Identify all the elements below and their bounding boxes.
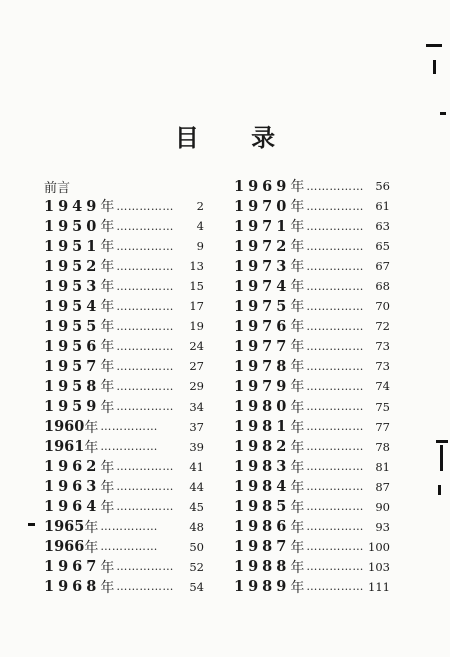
toc-leader-dots: …………… [306, 359, 364, 373]
toc-leader-dots: …………… [306, 179, 364, 193]
toc-entry-page: 50 [189, 539, 204, 554]
toc-entry-year: 1982 [234, 438, 291, 456]
toc-entry-page: 9 [196, 239, 204, 254]
toc-entry-suffix: 年 [290, 259, 305, 276]
toc-entry[interactable] [44, 376, 204, 396]
toc-leader-dots: …………… [116, 239, 174, 253]
toc-entry[interactable] [234, 397, 390, 417]
toc-entry-page: 39 [189, 439, 204, 454]
toc-entry[interactable] [234, 577, 390, 597]
toc-entry-page: 81 [375, 459, 390, 474]
toc-entry-page: 45 [189, 499, 204, 514]
toc-entry-year: 1972 [234, 237, 291, 255]
toc-entry-suffix: 年 [100, 259, 115, 276]
toc-entry[interactable] [234, 296, 390, 316]
toc-leader-dots: …………… [116, 219, 174, 233]
toc-entry-suffix: 年 [290, 379, 305, 396]
toc-leader-dots: …………… [116, 480, 174, 494]
toc-entry-year: 1985 [234, 498, 291, 516]
toc-entry-year: 1957 [44, 357, 101, 375]
toc-entry[interactable] [44, 216, 204, 236]
toc-entry-suffix: 年 [290, 359, 305, 376]
toc-leader-dots: …………… [306, 540, 364, 554]
toc-entry[interactable] [44, 537, 204, 557]
toc-entry-suffix: 年 [290, 399, 305, 416]
toc-entry-year: 1974 [234, 277, 291, 295]
toc-entry-year: 1984 [234, 478, 291, 496]
toc-entry-suffix: 年 [290, 519, 305, 536]
toc-entry-page: 70 [375, 299, 390, 314]
preface-label: 前言 [44, 180, 71, 196]
toc-leader-dots: …………… [100, 440, 158, 454]
toc-entry-page: 37 [189, 419, 204, 434]
toc-entry-year: 1977 [234, 337, 291, 355]
toc-entry-page: 67 [375, 259, 390, 274]
toc-entry-year: 1950 [44, 217, 101, 235]
toc-leader-dots: …………… [116, 199, 174, 213]
toc-entry-suffix: 年 [100, 339, 115, 356]
toc-entry-page: 75 [375, 399, 390, 414]
toc-leader-dots: …………… [306, 580, 364, 594]
toc-entry-suffix: 年 [290, 579, 305, 596]
toc-entry[interactable] [44, 276, 204, 296]
toc-entry-year: 1956 [44, 337, 101, 355]
toc-entry-page: 78 [375, 439, 390, 454]
toc-entry-page: 34 [189, 399, 204, 414]
toc-entry-year: 1952 [44, 257, 101, 275]
toc-entry-page: 111 [368, 579, 390, 594]
toc-leader-dots: …………… [306, 259, 364, 273]
toc-leader-dots: …………… [116, 379, 174, 393]
toc-entry-suffix: 年 [290, 319, 305, 336]
toc-entry[interactable] [44, 437, 204, 457]
toc-entry[interactable] [44, 497, 204, 517]
toc-leader-dots: …………… [306, 319, 364, 333]
toc-entry-suffix: 年 [84, 519, 99, 536]
toc-entry-page: 56 [375, 179, 390, 194]
toc-entry-suffix: 年 [290, 419, 305, 436]
toc-entry-year: 1955 [44, 317, 101, 335]
toc-leader-dots: …………… [306, 560, 364, 574]
toc-entry-suffix: 年 [84, 539, 99, 556]
toc-entry-suffix: 年 [100, 239, 115, 256]
toc-entry-year: 1964 [44, 498, 101, 516]
toc-entry[interactable] [44, 336, 204, 356]
toc-entry[interactable] [234, 336, 390, 356]
toc-entry[interactable] [44, 296, 204, 316]
toc-entry-suffix: 年 [290, 479, 305, 496]
page-title: 目 录 [174, 123, 298, 152]
toc-entry-page: 13 [189, 259, 204, 274]
toc-entry-page: 48 [189, 519, 204, 534]
toc-entry-page: 19 [189, 319, 204, 334]
toc-leader-dots: …………… [306, 199, 364, 213]
toc-entry-year: 1963 [44, 478, 101, 496]
toc-entry-suffix: 年 [100, 299, 115, 316]
toc-entry[interactable] [44, 417, 204, 437]
toc-entry-year: 1981 [234, 418, 291, 436]
toc-leader-dots: …………… [116, 299, 174, 313]
toc-entry-year: 1969 [234, 177, 291, 195]
toc-leader-dots: …………… [306, 339, 364, 353]
toc-leader-dots: …………… [306, 239, 364, 253]
toc-entry-year: 1967 [44, 558, 101, 576]
toc-entry-year: 1980 [234, 398, 291, 416]
toc-entry-year: 1959 [44, 398, 101, 416]
toc-leader-dots: …………… [306, 279, 364, 293]
toc-entry-page: 65 [375, 239, 390, 254]
toc-leader-dots: …………… [116, 400, 174, 414]
toc-entry[interactable] [44, 557, 204, 577]
toc-entry-page: 27 [189, 359, 204, 374]
toc-entry[interactable] [234, 276, 390, 296]
toc-entry[interactable] [234, 517, 390, 537]
toc-entry-page: 90 [375, 499, 390, 514]
toc-entry-year: 1976 [234, 317, 291, 335]
toc-entry[interactable] [44, 517, 204, 537]
toc-leader-dots: …………… [306, 400, 364, 414]
toc-entry-year: 1961 [44, 438, 85, 456]
toc-leader-dots: …………… [116, 560, 174, 574]
toc-entry-page: 63 [375, 219, 390, 234]
toc-leader-dots: …………… [306, 440, 364, 454]
toc-entry-suffix: 年 [100, 219, 115, 236]
toc-entry-suffix: 年 [100, 279, 115, 296]
toc-entry-suffix: 年 [290, 539, 305, 556]
toc-entry[interactable] [234, 417, 390, 437]
scan-mark [436, 440, 448, 443]
toc-entry[interactable] [44, 397, 204, 417]
toc-entry-suffix: 年 [290, 219, 305, 236]
toc-entry-page: 61 [375, 199, 390, 214]
toc-entry[interactable] [234, 236, 390, 256]
toc-entry-suffix: 年 [100, 579, 115, 596]
toc-entry[interactable] [234, 316, 390, 336]
toc-entry-page: 72 [375, 319, 390, 334]
toc-entry-suffix: 年 [290, 299, 305, 316]
toc-entry[interactable] [234, 537, 390, 557]
toc-leader-dots: …………… [306, 500, 364, 514]
toc-preface[interactable] [44, 176, 204, 196]
toc-entry-page: 4 [196, 219, 204, 234]
toc-entry-year: 1958 [44, 377, 101, 395]
toc-entry-year: 1973 [234, 257, 291, 275]
toc-entry-suffix: 年 [100, 499, 115, 516]
toc-right-column [234, 176, 390, 597]
toc-leader-dots: …………… [116, 500, 174, 514]
toc-entry[interactable] [234, 457, 390, 477]
toc-entry-year: 1960 [44, 418, 85, 436]
toc-entry-year: 1951 [44, 237, 101, 255]
toc-entry-suffix: 年 [290, 239, 305, 256]
toc-entry[interactable] [234, 176, 390, 196]
toc-entry-suffix: 年 [290, 339, 305, 356]
toc-entry[interactable] [234, 557, 390, 577]
toc-entry-page: 93 [375, 519, 390, 534]
toc-entry-page: 15 [189, 279, 204, 294]
toc-entry-year: 1986 [234, 518, 291, 536]
toc-entry-year: 1979 [234, 377, 291, 395]
toc-entry-year: 1975 [234, 297, 291, 315]
toc-entry-suffix: 年 [100, 359, 115, 376]
toc-entry-page: 52 [189, 559, 204, 574]
toc-leader-dots: …………… [100, 420, 158, 434]
toc-leader-dots: …………… [306, 420, 364, 434]
toc-entry[interactable] [44, 477, 204, 497]
toc-leader-dots: …………… [100, 540, 158, 554]
toc-entry-page: 73 [375, 339, 390, 354]
toc-entry-page: 74 [375, 379, 390, 394]
toc-entry-suffix: 年 [100, 379, 115, 396]
toc-entry[interactable] [234, 356, 390, 376]
toc-entry-suffix: 年 [290, 199, 305, 216]
toc-entry-page: 17 [189, 299, 204, 314]
toc-entry-suffix: 年 [290, 279, 305, 296]
toc-entry[interactable] [234, 437, 390, 457]
scan-mark [438, 485, 441, 495]
toc-leader-dots: …………… [306, 379, 364, 393]
toc-leader-dots: …………… [116, 580, 174, 594]
toc-entry-suffix: 年 [290, 439, 305, 456]
toc-entry[interactable] [44, 196, 204, 216]
toc-right-list [234, 176, 390, 597]
toc-left-list [44, 196, 204, 597]
scan-mark [440, 112, 446, 115]
toc-entry-page: 87 [375, 479, 390, 494]
toc-entry-year: 1953 [44, 277, 101, 295]
toc-entry-suffix: 年 [84, 419, 99, 436]
toc-entry-page: 2 [196, 199, 204, 214]
toc-entry-page: 100 [368, 539, 390, 554]
toc-leader-dots: …………… [116, 359, 174, 373]
toc-entry-page: 41 [189, 459, 204, 474]
toc-leader-dots: …………… [306, 299, 364, 313]
toc-entry-year: 1983 [234, 458, 291, 476]
scan-mark [440, 445, 443, 471]
toc-entry[interactable] [44, 256, 204, 276]
toc-entry-suffix: 年 [290, 499, 305, 516]
toc-entry[interactable] [234, 376, 390, 396]
toc-entry[interactable] [234, 216, 390, 236]
toc-entry[interactable] [44, 316, 204, 336]
toc-entry-suffix: 年 [290, 559, 305, 576]
toc-entry-year: 1978 [234, 357, 291, 375]
toc-entry-page: 29 [189, 379, 204, 394]
toc-entry-year: 1965 [44, 518, 85, 536]
toc-entry-page: 24 [189, 339, 204, 354]
toc-entry-year: 1989 [234, 578, 291, 596]
toc-entry-suffix: 年 [100, 199, 115, 216]
toc-entry-year: 1968 [44, 578, 101, 596]
toc-entry-suffix: 年 [290, 179, 305, 196]
toc-entry-year: 1954 [44, 297, 101, 315]
scan-mark [426, 44, 442, 47]
toc-entry-suffix: 年 [100, 399, 115, 416]
toc-entry-page: 68 [375, 279, 390, 294]
toc-leader-dots: …………… [116, 460, 174, 474]
toc-entry[interactable] [234, 256, 390, 276]
scan-mark [28, 523, 35, 526]
toc-entry-page: 44 [189, 479, 204, 494]
toc-entry[interactable] [44, 457, 204, 477]
toc-entry[interactable] [234, 196, 390, 216]
toc-entry-suffix: 年 [290, 459, 305, 476]
toc-leader-dots: …………… [100, 520, 158, 534]
toc-entry-page: 77 [375, 419, 390, 434]
toc-leader-dots: …………… [306, 520, 364, 534]
toc-entry-page: 54 [189, 579, 204, 594]
scan-mark [433, 60, 436, 74]
toc-entry[interactable] [234, 477, 390, 497]
toc-entry-suffix: 年 [100, 459, 115, 476]
toc-entry-suffix: 年 [100, 319, 115, 336]
toc-leader-dots: …………… [116, 339, 174, 353]
toc-entry-year: 1987 [234, 538, 291, 556]
toc-entry-year: 1962 [44, 458, 101, 476]
toc-leader-dots: …………… [116, 279, 174, 293]
toc-entry-year: 1988 [234, 558, 291, 576]
toc-entry-suffix: 年 [100, 479, 115, 496]
toc-leader-dots: …………… [306, 480, 364, 494]
toc-entry-year: 1970 [234, 197, 291, 215]
toc-entry[interactable] [234, 497, 390, 517]
toc-leader-dots: …………… [116, 319, 174, 333]
toc-leader-dots: …………… [116, 259, 174, 273]
toc-entry-suffix: 年 [100, 559, 115, 576]
toc-entry-suffix: 年 [84, 439, 99, 456]
toc-entry-page: 103 [368, 559, 390, 574]
toc-entry-page: 73 [375, 359, 390, 374]
toc-entry-year: 1971 [234, 217, 291, 235]
toc-entry-year: 1966 [44, 538, 85, 556]
toc-entry-year: 1949 [44, 197, 101, 215]
toc-entry[interactable] [44, 236, 204, 256]
toc-leader-dots: …………… [306, 460, 364, 474]
toc-entry[interactable] [44, 577, 204, 597]
toc-entry[interactable] [44, 356, 204, 376]
toc-leader-dots: …………… [306, 219, 364, 233]
toc-left-column [44, 176, 204, 597]
